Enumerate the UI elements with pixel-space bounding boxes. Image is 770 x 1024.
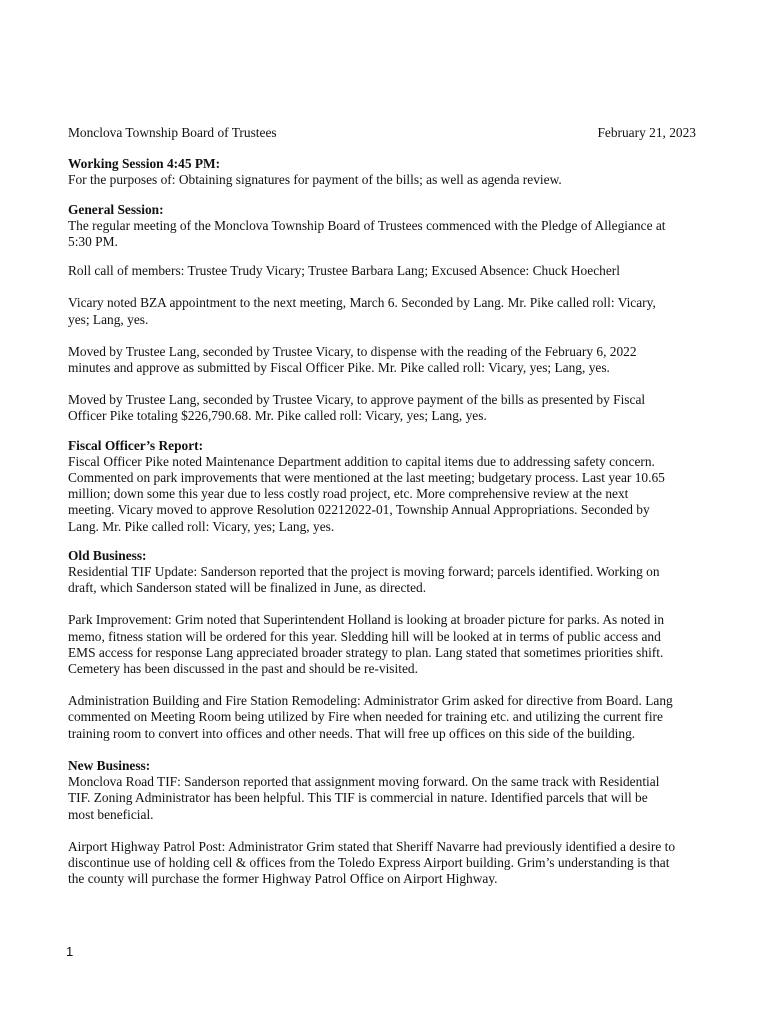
text-line: Roll call of members: Trustee Trudy Vicary; Trustee Barbara Lang; Excused Absence: Chuck Hoecherl <box>68 263 620 279</box>
bills-motion-paragraph <box>68 392 696 424</box>
text-line: meeting. Vicary moved to approve Resolution 02212022-01, Township Annual Appropriations. Seconded by <box>68 502 650 518</box>
text-line: Park Improvement: Grim noted that Superintendent Holland is looking at broader picture for parks. As noted in <box>68 612 665 628</box>
text-line: The regular meeting of the Monclova Township Board of Trustees commenced with the Pledge of Allegiance at <box>68 217 666 233</box>
document-page <box>68 125 696 887</box>
text-line: Residential TIF Update: Sanderson reported that the project is moving forward; parcels identified. Working on <box>68 564 660 580</box>
text-line: Fiscal Officer Pike noted Maintenance Department addition to capital items due to addressing safety concern. <box>68 453 655 469</box>
old-business-section <box>68 548 696 597</box>
text-line: Cemetery has been discussed in the past and should be re-visited. <box>68 661 418 677</box>
new-business-heading: New Business: <box>68 757 151 773</box>
text-line: Moved by Trustee Lang, seconded by Trustee Vicary, to approve payment of the bills as presented by Fiscal <box>68 392 646 408</box>
text-line: Vicary noted BZA appointment to the next meeting, March 6. Seconded by Lang. Mr. Pike called roll: Vicary, <box>68 295 656 311</box>
new-business-section <box>68 758 696 823</box>
text-line: most beneficial. <box>68 806 154 822</box>
fiscal-report-section <box>68 438 696 535</box>
roll-call-paragraph <box>68 263 696 279</box>
working-session-heading: Working Session 4:45 PM: <box>68 156 221 172</box>
text-line: commented on Meeting Room being utilized by Fire when needed for training etc. and utilizing the current fire <box>68 709 663 725</box>
page-number: 1 <box>66 944 74 959</box>
minutes-motion-paragraph <box>68 344 696 376</box>
general-session-section <box>68 202 696 251</box>
organization-name: Monclova Township Board of Trustees <box>68 125 277 140</box>
text-line: Moved by Trustee Lang, seconded by Trustee Vicary, to dispense with the reading of the February 6, 2022 <box>68 343 637 359</box>
text-line: minutes and approve as submitted by Fiscal Officer Pike. Mr. Pike called roll: Vicary, yes; Lang, yes. <box>68 360 610 376</box>
text-line: yes; Lang, yes. <box>68 311 149 327</box>
park-improvement-paragraph <box>68 612 696 677</box>
old-business-heading: Old Business: <box>68 547 147 563</box>
working-session-section <box>68 156 696 188</box>
text-line: Officer Pike totaling $226,790.68. Mr. Pike called roll: Vicary, yes; Lang, yes. <box>68 408 487 424</box>
text-line: Monclova Road TIF: Sanderson reported that assignment moving forward. On the same track with Residential <box>68 774 660 790</box>
text-line: Airport Highway Patrol Post: Administrator Grim stated that Sheriff Navarre had previously identified a desire to <box>68 838 676 854</box>
text-line: million; down some this year due to less costly road project, etc. More comprehensive review at the next <box>68 486 629 502</box>
text-line: TIF. Zoning Administrator has been helpful. This TIF is commercial in nature. Identified parcels that will be <box>68 790 648 806</box>
document-header <box>68 125 696 141</box>
airport-highway-paragraph <box>68 839 696 888</box>
fiscal-report-heading: Fiscal Officer’s Report: <box>68 437 204 453</box>
text-line: memo, fitness station will be ordered for this year. Sledding hill will be looked at in terms of public access and <box>68 628 661 644</box>
text-line: draft, which Sanderson stated will be finalized in June, as directed. <box>68 580 427 596</box>
meeting-date: February 21, 2023 <box>597 125 696 140</box>
admin-building-paragraph <box>68 693 696 742</box>
text-line: the county will purchase the former Highway Patrol Office on Airport Highway. <box>68 871 498 887</box>
text-line: 5:30 PM. <box>68 234 118 250</box>
bza-paragraph <box>68 295 696 327</box>
text-line: training room to convert into offices and other needs. That will free up offices on this side of the building. <box>68 725 636 741</box>
text-line: Commented on park improvements that were mentioned at the last meeting; budgetary process. Last year 10.65 <box>68 470 665 486</box>
text-line: Administration Building and Fire Station Remodeling: Administrator Grim asked for directive from Board. Lang <box>68 693 673 709</box>
text-line: For the purposes of: Obtaining signatures for payment of the bills; as well as agenda review. <box>68 172 562 188</box>
text-line: EMS access for response Lang appreciated broader strategy to plan. Lang stated that sometimes priorities shift. <box>68 644 664 660</box>
text-line: Lang. Mr. Pike called roll: Vicary, yes; Lang, yes. <box>68 518 335 534</box>
text-line: discontinue use of holding cell & offices from the Toledo Express Airport building. Grim’s understanding is that <box>68 854 670 870</box>
general-session-heading: General Session: <box>68 201 164 217</box>
